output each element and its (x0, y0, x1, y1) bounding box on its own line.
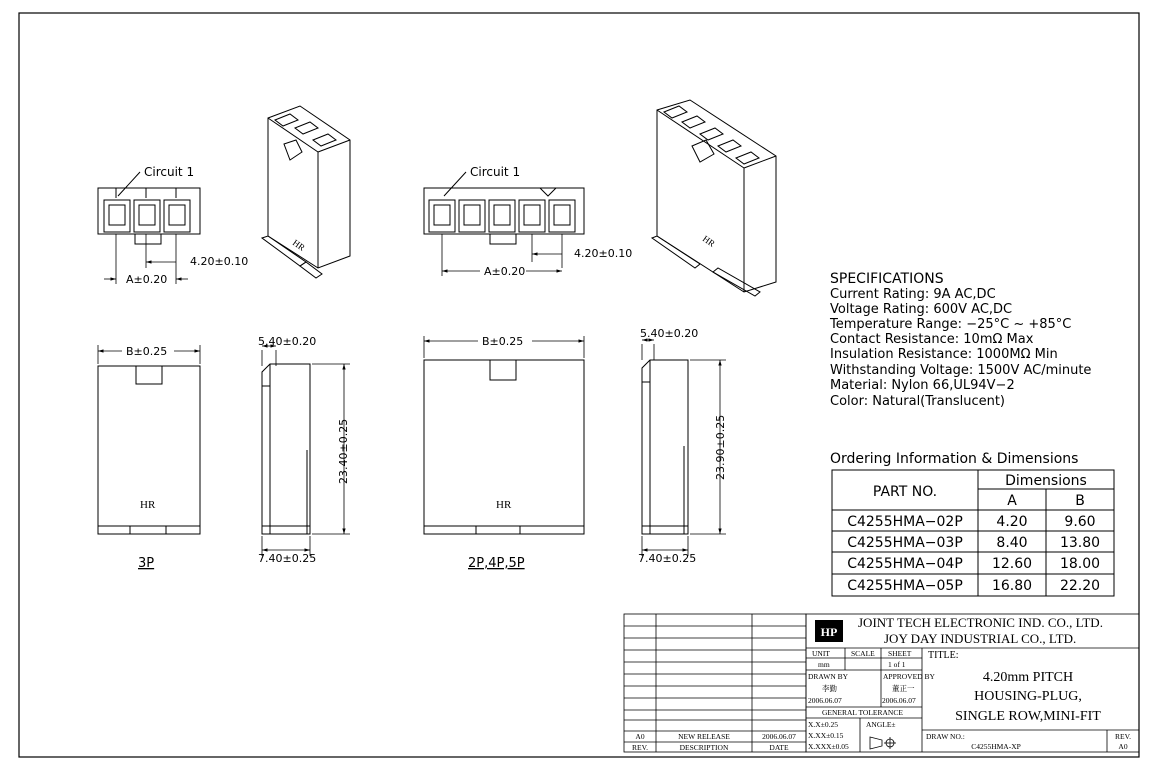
side-view-3p (262, 364, 310, 534)
ordering-heading: Ordering Information & Dimensions (830, 451, 1079, 467)
projection-symbol-icon (870, 737, 896, 749)
rev-value: A0 (1118, 742, 1128, 751)
svg-text:HP: HP (820, 625, 838, 639)
table-cell-a: 8.40 (996, 535, 1028, 551)
spec-heading: SPECIFICATIONS (830, 271, 944, 287)
sheet-value: 1 of 1 (888, 660, 906, 669)
table-cell-part: C4255HMA−03P (847, 535, 963, 551)
tolerance-3: X.XXX±0.05 (808, 742, 849, 751)
spec-line: Insulation Resistance: 1000MΩ Min (830, 347, 1058, 362)
table-cell-a: 16.80 (991, 578, 1033, 594)
revision-rev: A0 (635, 732, 645, 741)
spec-line: Voltage Rating: 600V AC,DC (830, 302, 1013, 317)
part-no-header: PART NO. (872, 484, 938, 500)
title-label: TITLE: (928, 650, 959, 661)
height-dim-right: 23.90±0.25 (714, 414, 727, 480)
table-cell-a: 12.60 (991, 556, 1033, 572)
specifications-block (829, 271, 1091, 409)
table-cell-part: C4255HMA−05P (847, 578, 963, 594)
pitch-dim-right: 4.20±0.10 (574, 247, 633, 260)
caption-2p4p5p: 2P,4P,5P (468, 556, 525, 571)
revision-header-date: DATE (769, 743, 789, 752)
spec-line: Temperature Range: −25°C ~ +85°C (830, 317, 1072, 332)
spec-line: Material: Nylon 66,UL94V−2 (830, 378, 1015, 393)
svg-text:HR: HR (700, 233, 717, 249)
front-view-3p (98, 188, 200, 244)
drawn-date: 2006.06.07 (808, 696, 842, 705)
sheet-label: SHEET (888, 649, 912, 658)
rev-label: REV. (1115, 732, 1131, 741)
spec-line: Color: Natural(Translucent) (830, 394, 1006, 409)
approved-by-name: 董正一 (892, 684, 915, 693)
table-cell-b: 18.00 (1059, 556, 1101, 572)
depth-dim-right: 5.40±0.20 (640, 327, 699, 340)
table-cell-b: 13.80 (1059, 535, 1101, 551)
draw-no-label: DRAW NO.: (926, 732, 965, 741)
col-a-header: A (1007, 493, 1017, 509)
unit-label: UNIT (812, 649, 830, 658)
revision-header-description: DESCRIPTION (679, 743, 729, 752)
spec-line: Current Rating: 9A AC,DC (830, 287, 996, 302)
pitch-dim-left: 4.20±0.10 (190, 255, 249, 268)
front-view-5p (424, 188, 584, 244)
title-line-3: SINGLE ROW,MINI-FIT (955, 709, 1101, 724)
unit-value: mm (818, 660, 830, 669)
table-cell-b: 9.60 (1064, 514, 1096, 530)
body-mark-left: HR (140, 499, 156, 511)
revision-date: 2006.06.07 (762, 732, 796, 741)
a-dim-right: A±0.20 (484, 265, 526, 278)
title-line-2: HOUSING-PLUG, (974, 689, 1082, 704)
base-dim-right: 7.40±0.25 (638, 552, 697, 565)
table-cell-b: 22.20 (1059, 578, 1101, 594)
revision-header-rev: REV. (632, 743, 648, 752)
tolerance-2: X.XX±0.15 (808, 731, 844, 740)
company-logo (815, 620, 843, 642)
tolerance-1: X.X±0.25 (808, 720, 838, 729)
circuit-label-left: Circuit 1 (144, 165, 195, 179)
caption-3p: 3P (138, 556, 155, 571)
drawn-by-name: 李勤 (822, 684, 837, 693)
spec-line: Withstanding Voltage: 1500V AC/minute (830, 363, 1092, 378)
table-cell-a: 4.20 (996, 514, 1028, 530)
approved-by-label: APPROVED BY (883, 672, 935, 681)
title-line-1: 4.20mm PITCH (982, 670, 1074, 685)
company-name-1: JOINT TECH ELECTRONIC IND. CO., LTD. (858, 615, 1103, 630)
angle-label: ANGLE± (866, 720, 896, 729)
depth-dim-left: 5.40±0.20 (258, 335, 317, 348)
side-view-5p (642, 360, 688, 534)
circuit-label-right: Circuit 1 (470, 165, 521, 179)
svg-text:HR: HR (290, 237, 307, 253)
isometric-view-3p (262, 106, 350, 278)
a-dim-left: A±0.20 (126, 273, 168, 286)
scale-label: SCALE (851, 649, 875, 658)
company-name-2: JOY DAY INDUSTRIAL CO., LTD. (884, 631, 1077, 646)
table-cell-part: C4255HMA−02P (847, 514, 963, 530)
drawn-by-label: DRAWN BY (808, 672, 849, 681)
dimensions-header: Dimensions (1005, 473, 1087, 489)
spec-line: Contact Resistance: 10mΩ Max (830, 332, 1034, 347)
body-mark-right: HR (496, 499, 512, 511)
isometric-view-5p (652, 100, 776, 296)
b-dim-left: B±0.25 (126, 345, 168, 358)
table-cell-part: C4255HMA−04P (847, 556, 963, 572)
approved-date: 2006.06.07 (882, 696, 916, 705)
base-dim-left: 7.40±0.25 (258, 552, 317, 565)
b-dim-right: B±0.25 (482, 335, 524, 348)
tolerance-label: GENERAL TOLERANCE (822, 708, 903, 717)
draw-no: C4255HMA-XP (971, 742, 1021, 751)
height-dim-left: 23.40±0.25 (337, 418, 350, 484)
col-b-header: B (1075, 493, 1085, 509)
revision-description: NEW RELEASE (678, 732, 730, 741)
